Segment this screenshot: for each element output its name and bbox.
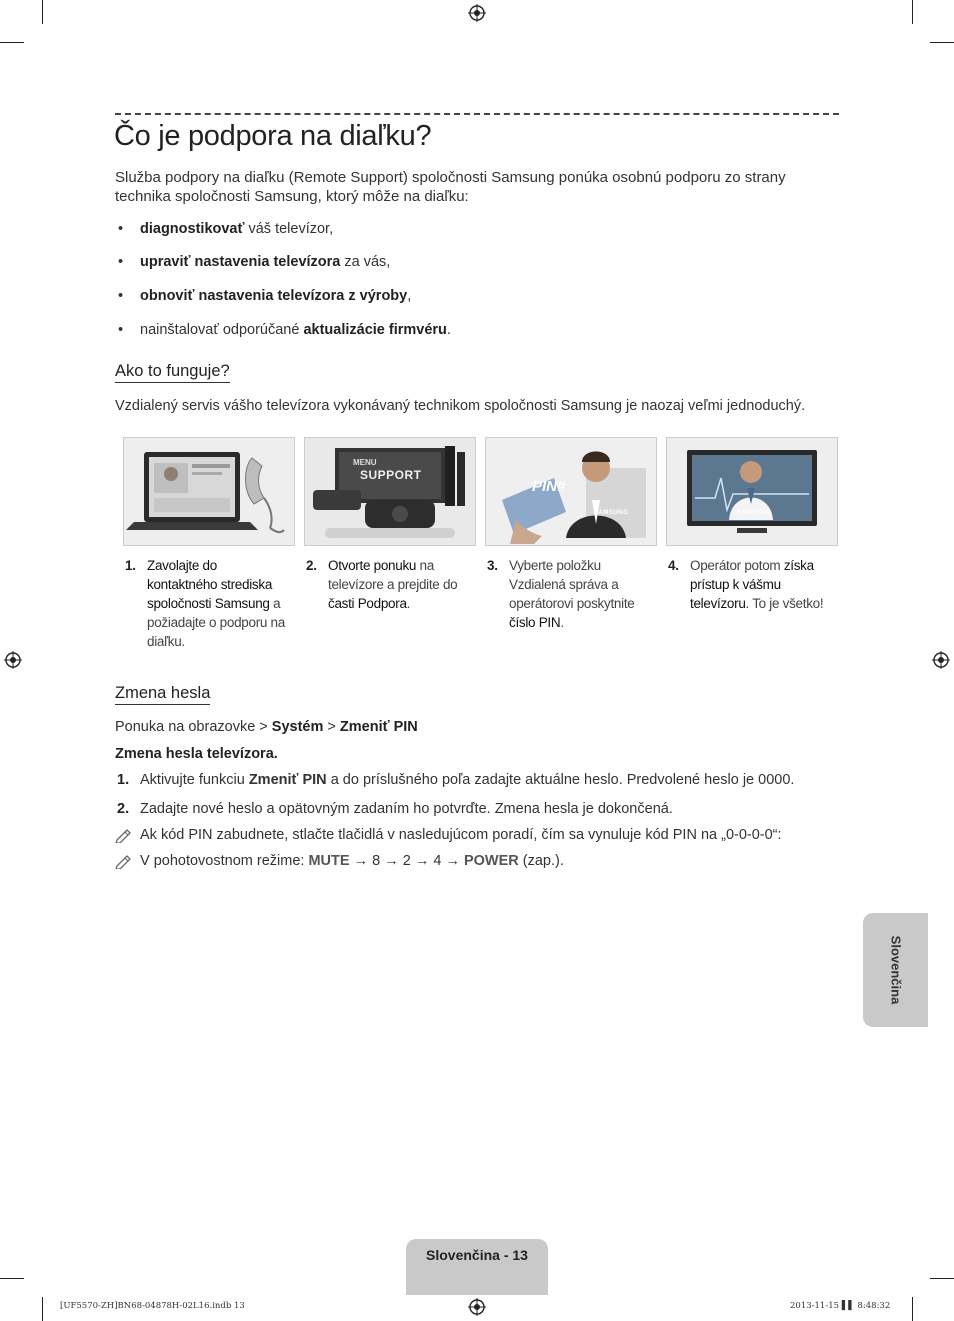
print-slug-left: [UF5570-ZH]BN68-04878H-02L16.indb 13 — [60, 1301, 245, 1311]
crop-mark — [0, 42, 24, 43]
pin-label: PIN# — [532, 478, 566, 495]
page-number: Slovenčina - 13 — [426, 1247, 528, 1263]
tv-technician-icon — [667, 438, 837, 545]
crop-mark — [930, 1278, 954, 1279]
registration-mark-icon — [468, 1298, 486, 1316]
registration-mark-icon — [932, 651, 950, 669]
laptop-phone-icon — [124, 438, 294, 545]
crop-mark — [912, 0, 913, 24]
step-4-illustration — [666, 437, 838, 546]
intro-text: Služba podpory na diaľku (Remote Support) spoločnosti Samsung ponúka osobnú podporu zo strany technika spoločnosti Samsung, ktorý môže na diaľku: — [115, 169, 786, 205]
step-2-illustration — [304, 437, 476, 546]
support-label: SUPPORT — [360, 468, 422, 482]
menu-label: MENU — [353, 458, 377, 467]
section-heading-how: Ako to funguje? — [115, 362, 230, 383]
crop-mark — [42, 0, 43, 24]
remote-support-menu-icon — [305, 438, 475, 545]
crop-mark — [42, 1297, 43, 1321]
how-description: Vzdialený servis vášho televízora vykonávaný technikom spoločnosti Samsung je naozaj veľmi jednoduchý. — [115, 398, 806, 414]
menu-path: Ponuka na obrazovke > Systém > Zmeniť PIN — [115, 719, 418, 735]
crop-mark — [0, 1278, 24, 1279]
crop-mark — [930, 42, 954, 43]
password-subtitle: Zmena hesla televízora. — [115, 746, 278, 762]
pencil-note-icon — [115, 853, 133, 869]
crop-mark — [912, 1297, 913, 1321]
pin-operator-icon — [486, 438, 656, 545]
print-slug-right: 2013-11-15 ▌▌ 8:48:32 — [790, 1301, 891, 1311]
samsung-logo: SAMSUNG — [737, 510, 772, 516]
title-dashed-rule — [115, 113, 839, 115]
samsung-logo: SAMSUNG — [594, 510, 629, 516]
section-heading-password: Zmena hesla — [115, 684, 210, 705]
registration-mark-icon — [468, 4, 486, 22]
pencil-note-icon — [115, 827, 133, 843]
registration-mark-icon — [4, 651, 22, 669]
step-1-illustration — [123, 437, 295, 546]
page-title: Čo je podpora na diaľku? — [114, 120, 432, 152]
language-side-tab: Slovenčina — [863, 913, 928, 1027]
page-number-tab — [406, 1239, 548, 1295]
step-3-illustration — [485, 437, 657, 546]
